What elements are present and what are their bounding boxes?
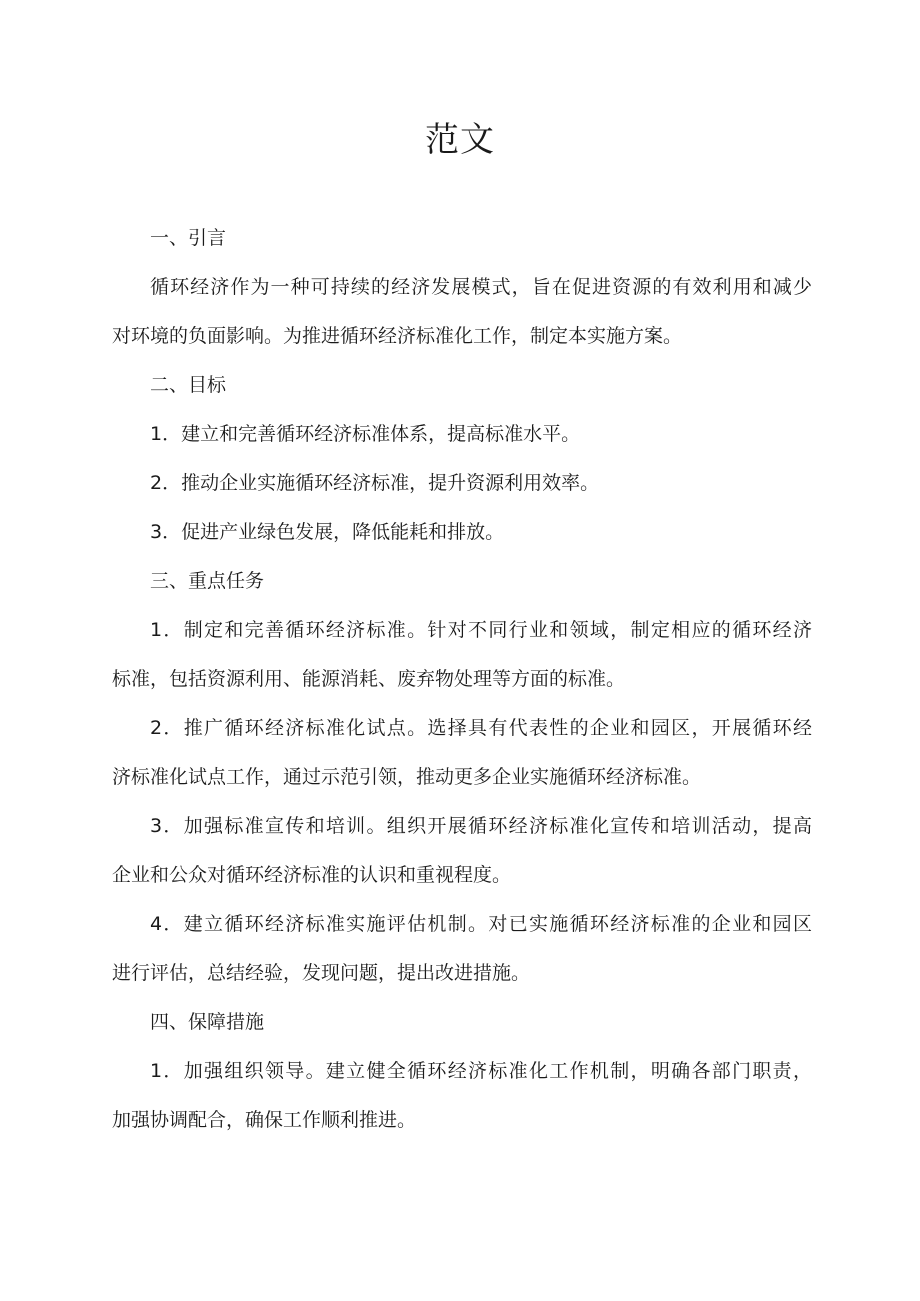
task-item-line: 企业和公众对循环经济标准的认识和重视程度。 (112, 864, 512, 886)
section-heading-measures: 四、保障措施 (150, 1011, 265, 1033)
section-heading-goals: 二、目标 (150, 374, 227, 396)
task-item-line: 4．建立循环经济标准实施评估机制。对已实施循环经济标准的企业和园区 (150, 913, 812, 935)
goal-item: 2．推动企业实施循环经济标准，提升资源利用效率。 (150, 472, 600, 494)
goal-item: 3．促进产业绿色发展，降低能耗和排放。 (150, 521, 505, 543)
paragraph-line: 对环境的负面影响。为推进循环经济标准化工作，制定本实施方案。 (112, 325, 683, 347)
document-body (112, 214, 812, 1145)
paragraph-line: 循环经济作为一种可持续的经济发展模式，旨在促进资源的有效利用和减少 (150, 276, 812, 298)
task-item-line: 1．制定和完善循环经济标准。针对不同行业和领域，制定相应的循环经济 (150, 619, 812, 641)
measure-item-line: 1．加强组织领导。建立健全循环经济标准化工作机制，明确各部门职责， (150, 1060, 812, 1082)
section-heading-tasks: 三、重点任务 (150, 570, 265, 592)
task-item-line: 标准，包括资源利用、能源消耗、废弃物处理等方面的标准。 (112, 668, 626, 690)
task-item-line: 进行评估，总结经验，发现问题，提出改进措施。 (112, 962, 531, 984)
task-item-line: 济标准化试点工作，通过示范引领，推动更多企业实施循环经济标准。 (112, 766, 702, 788)
goal-item: 1．建立和完善循环经济标准体系，提高标准水平。 (150, 423, 581, 445)
task-item-line: 3．加强标准宣传和培训。组织开展循环经济标准化宣传和培训活动，提高 (150, 815, 812, 837)
task-item-line: 2．推广循环经济标准化试点。选择具有代表性的企业和园区，开展循环经 (150, 717, 812, 739)
measure-item-line: 加强协调配合，确保工作顺利推进。 (112, 1109, 417, 1131)
section-heading-intro: 一、引言 (150, 227, 227, 249)
document-title: 范文 (425, 120, 495, 160)
